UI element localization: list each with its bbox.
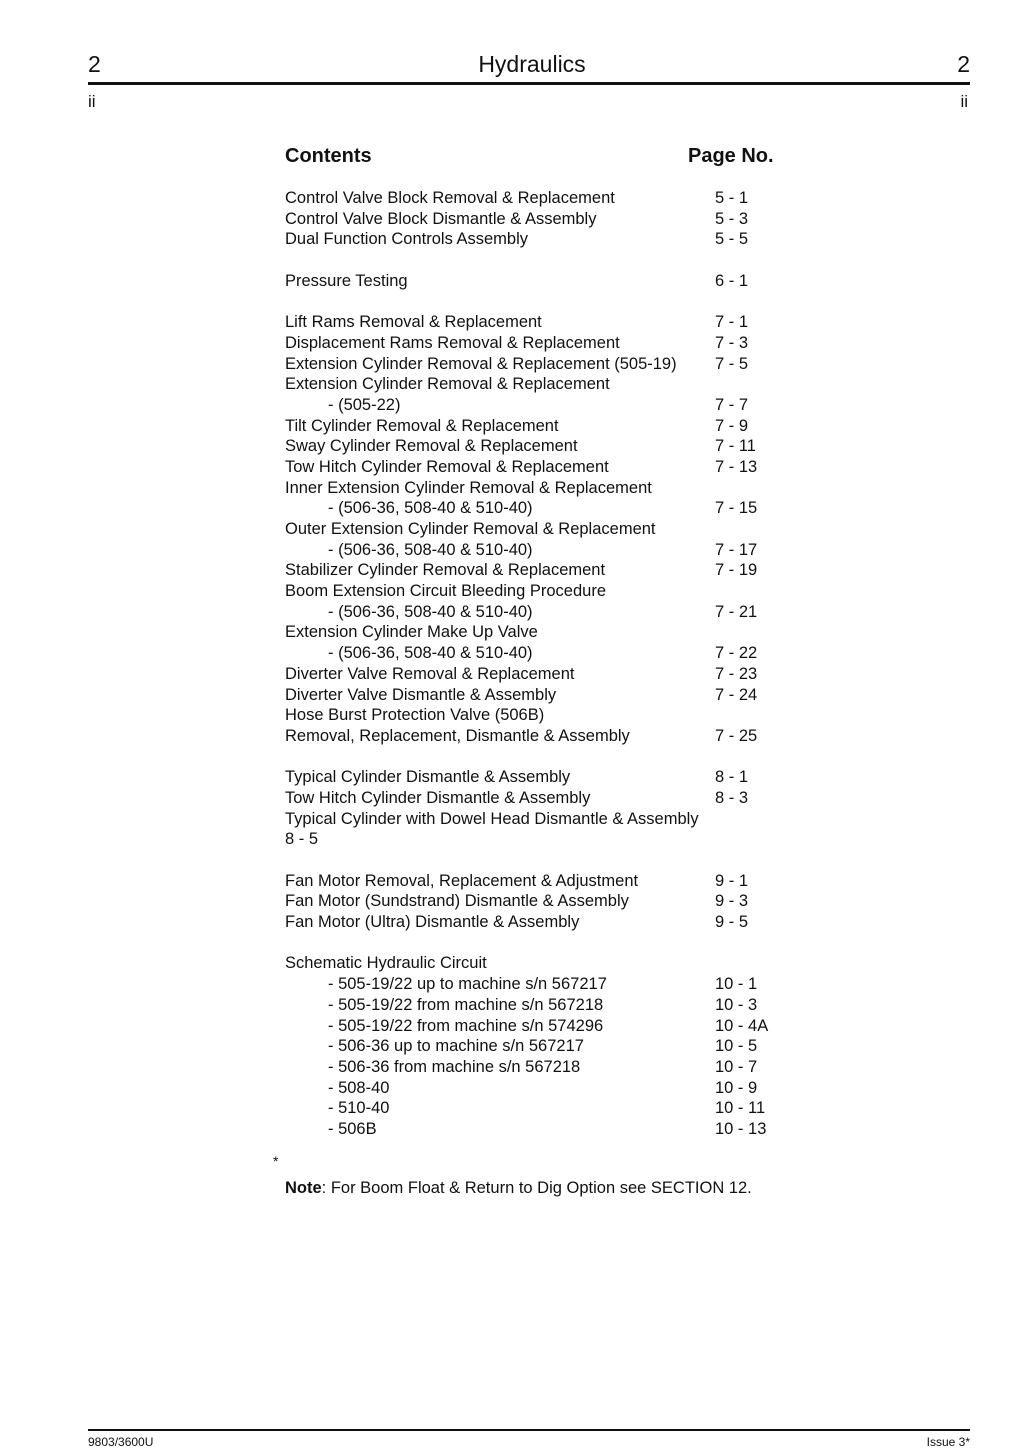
- toc-entry-title: Control Valve Block Dismantle & Assembly: [285, 209, 597, 228]
- toc-entry-title: Diverter Valve Removal & Replacement: [285, 664, 575, 683]
- toc-entry-title: Typical Cylinder Dismantle & Assembly: [285, 768, 571, 787]
- revision-asterisk: *: [273, 1153, 279, 1169]
- toc-entry-title: Fan Motor Removal, Replacement & Adjustment: [285, 871, 639, 890]
- toc-entry-title: - 506-36 from machine s/n 567218: [328, 1057, 581, 1076]
- toc-entry: [285, 416, 805, 437]
- toc-entry-page: 7 - 19: [715, 561, 758, 580]
- issue-label: Issue 3*: [926, 1435, 970, 1449]
- toc-spacer: [285, 291, 805, 312]
- toc-entry-page: 6 - 1: [715, 271, 749, 290]
- contents-heading: Contents: [285, 145, 372, 167]
- toc-entry-page: 7 - 13: [715, 457, 758, 476]
- toc-entry-title: - (505-22): [328, 395, 401, 414]
- toc-entry: [285, 767, 805, 788]
- toc-entry: [285, 871, 805, 892]
- toc-entry-page: 7 - 9: [715, 416, 749, 435]
- toc-entry: [285, 188, 805, 209]
- toc-entry: [285, 1057, 805, 1078]
- toc-entry-page: 7 - 17: [715, 540, 758, 559]
- toc-entry-title: Control Valve Block Removal & Replacement: [285, 189, 615, 207]
- toc-entry-title: Displacement Rams Removal & Replacement: [285, 333, 620, 352]
- toc-entry-page: 10 - 1: [715, 975, 758, 994]
- toc-entry: [285, 1098, 805, 1119]
- toc-entry-title: - 506-36 up to machine s/n 567217: [328, 1037, 584, 1056]
- toc-entry-title: Removal, Replacement, Dismantle & Assembly: [285, 726, 630, 745]
- note-text: : For Boom Float & Return to Dig Option see SECTION 12.: [321, 1179, 752, 1197]
- toc-entry: [285, 333, 805, 354]
- toc-entry: [285, 995, 805, 1016]
- toc-entry: [285, 643, 805, 664]
- toc-entry: [285, 829, 805, 850]
- toc-entry-title: Inner Extension Cylinder Removal & Replacement: [285, 478, 652, 497]
- toc-entry-page: 10 - 13: [715, 1119, 767, 1138]
- toc-entry: [285, 271, 805, 292]
- toc-entry-title: - 505-19/22 from machine s/n 574296: [328, 1016, 604, 1035]
- footer-rule: [88, 1429, 970, 1431]
- toc-entry: [285, 912, 805, 933]
- note-label: Note: [285, 1179, 322, 1197]
- toc-entry-title: Extension Cylinder Removal & Replacement (505-19): [285, 354, 677, 373]
- toc-entry-page: 10 - 3: [715, 995, 758, 1014]
- toc-entry-page: 10 - 4A: [715, 1016, 769, 1035]
- toc-entry: [285, 1016, 805, 1037]
- toc-entry-title: - (506-36, 508-40 & 510-40): [328, 644, 533, 663]
- toc-entry-page: 5 - 3: [715, 209, 749, 228]
- toc-entry: [285, 436, 805, 457]
- toc-entry-title: Sway Cylinder Removal & Replacement: [285, 437, 578, 456]
- toc-entry: [285, 540, 805, 561]
- toc-entry-page: 7 - 21: [715, 602, 758, 621]
- toc-entry-page: 7 - 7: [715, 395, 749, 414]
- toc-entry-title: - 505-19/22 up to machine s/n 567217: [328, 975, 607, 994]
- toc-entry: [285, 395, 805, 416]
- toc-entry-title: - 505-19/22 from machine s/n 567218: [328, 995, 604, 1014]
- toc-entry-title: Tow Hitch Cylinder Removal & Replacement: [285, 457, 609, 476]
- toc-entry-page: 7 - 3: [715, 333, 749, 352]
- toc-entry-title: Fan Motor (Sundstrand) Dismantle & Assembly: [285, 892, 629, 911]
- toc-entry: [285, 229, 805, 250]
- toc-entry-title: - 508-40: [328, 1078, 390, 1097]
- toc-entry: [285, 478, 805, 499]
- toc-entry-page: 9 - 3: [715, 892, 749, 911]
- toc-entry: [285, 498, 805, 519]
- toc-entry-page: 7 - 5: [715, 354, 749, 373]
- toc-entry: [285, 1078, 805, 1099]
- toc-entry-title: Typical Cylinder with Dowel Head Dismantle & Assembly: [285, 809, 699, 828]
- document-number: 9803/3600U: [88, 1435, 154, 1449]
- toc-entry-page: 7 - 23: [715, 664, 758, 683]
- toc-entry-page: 10 - 11: [715, 1099, 766, 1118]
- toc-entry-page: 9 - 5: [715, 913, 749, 932]
- toc-entry-page: 7 - 24: [715, 685, 758, 704]
- toc-entry-page: 7 - 15: [715, 499, 758, 518]
- section-number-right: 2: [957, 51, 970, 77]
- toc-entry-title: Extension Cylinder Removal & Replacement: [285, 375, 610, 394]
- toc-entry-title: - (506-36, 508-40 & 510-40): [328, 602, 533, 621]
- toc-entry: [285, 312, 805, 333]
- toc-spacer: [285, 747, 805, 768]
- toc-entry-page: 7 - 11: [715, 437, 756, 456]
- toc-entry: [285, 788, 805, 809]
- toc-entry-page: 5 - 1: [715, 189, 749, 207]
- toc-entry: [285, 602, 805, 623]
- toc-entry: [285, 622, 805, 643]
- toc-entry-title: Hose Burst Protection Valve (506B): [285, 706, 545, 725]
- toc-entry-title: Diverter Valve Dismantle & Assembly: [285, 685, 557, 704]
- page-number-left: ii: [88, 92, 96, 111]
- toc-entry-title: Pressure Testing: [285, 271, 408, 290]
- toc-entry-title: - 506B: [328, 1119, 377, 1138]
- toc-entry-page: 10 - 7: [715, 1057, 758, 1076]
- toc-entry-page: 5 - 5: [715, 230, 749, 249]
- toc-entry: [285, 809, 805, 830]
- toc-entry-title: Outer Extension Cylinder Removal & Replacement: [285, 520, 656, 538]
- toc-entry: [285, 519, 805, 540]
- page-no-heading: Page No.: [688, 145, 774, 167]
- toc-spacer: [285, 933, 805, 954]
- toc-entry-page: 7 - 22: [715, 644, 758, 663]
- toc-entry-title: - (506-36, 508-40 & 510-40): [328, 499, 533, 518]
- toc-entry: [285, 560, 805, 581]
- toc-spacer: [285, 850, 805, 871]
- toc-entry: [285, 581, 805, 602]
- section-number-left: 2: [88, 51, 101, 77]
- page-title: Hydraulics: [478, 51, 586, 77]
- toc-entry: [285, 664, 805, 685]
- toc-entry-title: Boom Extension Circuit Bleeding Procedure: [285, 582, 607, 601]
- toc-entry-page: 8 - 1: [715, 768, 749, 787]
- toc-entry: [285, 891, 805, 912]
- toc-entry: [285, 209, 805, 230]
- header-rule: [88, 82, 970, 85]
- toc-entry: [285, 354, 805, 375]
- toc-entry: [285, 374, 805, 395]
- toc-entry-page: 8 - 3: [715, 788, 749, 807]
- toc-entry-title: Dual Function Controls Assembly: [285, 230, 529, 249]
- toc-entry-page: 7 - 1: [715, 313, 749, 332]
- toc-entry-page: 10 - 5: [715, 1037, 758, 1056]
- toc-entry-title: Tilt Cylinder Removal & Replacement: [285, 416, 559, 435]
- toc-entry: [285, 974, 805, 995]
- toc-entry-title: Stabilizer Cylinder Removal & Replacement: [285, 561, 606, 580]
- note: [285, 1178, 752, 1198]
- toc-entry: [285, 705, 805, 726]
- toc-entry: [285, 1119, 805, 1140]
- toc-entry-title: Fan Motor (Ultra) Dismantle & Assembly: [285, 913, 580, 932]
- toc-entry: [285, 726, 805, 747]
- toc-spacer: [285, 250, 805, 271]
- toc-entry: [285, 457, 805, 478]
- toc-entry-title: Tow Hitch Cylinder Dismantle & Assembly: [285, 788, 591, 807]
- toc-entry-page: 9 - 1: [715, 871, 749, 890]
- toc-entry-title: - (506-36, 508-40 & 510-40): [328, 540, 533, 559]
- toc-entry-title: Lift Rams Removal & Replacement: [285, 313, 542, 332]
- toc-entry-title: - 510-40: [328, 1099, 390, 1118]
- toc-entry: [285, 953, 805, 974]
- toc-entry-title: Schematic Hydraulic Circuit: [285, 954, 487, 973]
- toc-entry-title: Extension Cylinder Make Up Valve: [285, 623, 538, 642]
- toc-entry-page: 10 - 9: [715, 1078, 758, 1097]
- toc-entry: [285, 685, 805, 706]
- toc-entry-title: 8 - 5: [285, 830, 319, 849]
- toc-entry: [285, 1036, 805, 1057]
- toc-entry-page: 7 - 25: [715, 726, 758, 745]
- table-of-contents: [285, 188, 805, 1140]
- page-number-right: ii: [960, 92, 968, 111]
